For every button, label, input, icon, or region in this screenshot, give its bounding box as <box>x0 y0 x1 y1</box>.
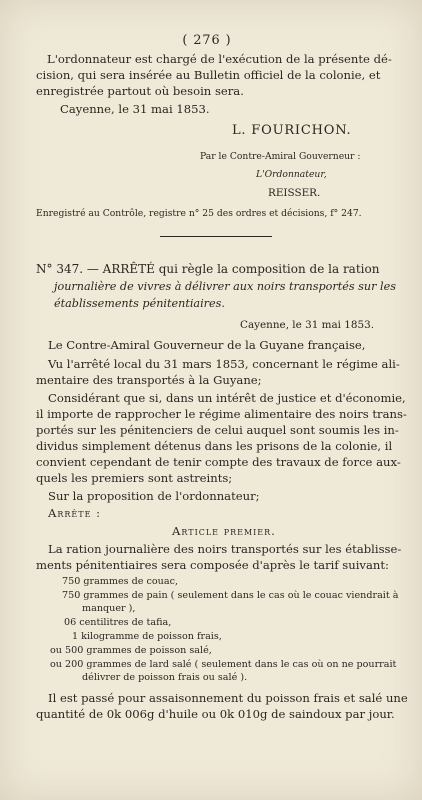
arrete-title-line-2: journalière de vivres à délivrer aux noirs transportés sur les <box>54 280 396 293</box>
considerant-line-4: dividus simplement détenus dans les prisons de la colonie, il <box>36 439 393 453</box>
closing-line-1: Il est passé pour assaisonnement du poisson frais et salé une <box>48 691 408 705</box>
countersign-name: REISSER. <box>268 187 321 199</box>
registration-line: Enregistré au Contrôle, registre n° 25 des ordres et décisions, f° 247. <box>36 208 362 219</box>
role-line: L'Ordonnateur, <box>256 169 327 180</box>
page-number: ( 276 ) <box>182 33 232 48</box>
proposition-line: Sur la proposition de l'ordonnateur; <box>48 489 260 503</box>
tariff-item: 06 centilitres de tafia, <box>64 617 172 628</box>
tariff-item: ou 200 grammes de lard salé ( seulement dans le cas où on ne pourrait <box>50 659 397 670</box>
arrete-date: Cayenne, le 31 mai 1853. <box>240 319 375 331</box>
tariff-item: manquer ), <box>82 603 136 614</box>
closing-line-2: quantité de 0k 006g d'huile ou 0k 010g de saindoux par jour. <box>36 707 395 721</box>
considerant-line-2: il importe de rapprocher le régime alimentaire des noirs trans- <box>36 407 407 421</box>
article-heading: Article premier. <box>172 524 276 538</box>
authority-line: Le Contre-Amiral Gouverneur de la Guyane française, <box>48 338 366 352</box>
vu-line-1: Vu l'arrêté local du 31 mars 1853, concernant le régime ali- <box>48 357 400 371</box>
section-divider <box>160 236 272 237</box>
tariff-item: ou 500 grammes de poisson salé, <box>50 645 212 656</box>
signatory-name: L. FOURICHON. <box>232 123 352 138</box>
intro-place-date: Cayenne, le 31 mai 1853. <box>60 102 210 116</box>
vu-line-2: mentaire des transportés à la Guyane; <box>36 373 262 387</box>
intro-line-2: cision, qui sera insérée au Bulletin officiel de la colonie, et <box>36 68 381 82</box>
intro-line-3: enregistrée partout où besoin sera. <box>36 84 244 98</box>
by-line: Par le Contre-Amiral Gouverneur : <box>200 151 361 162</box>
intro-line-1: L'ordonnateur est chargé de l'exécution de la présente dé- <box>47 52 392 66</box>
arrete-title-text-1: N° 347. — ARRÊTÉ qui règle la composition de la ration <box>36 262 380 276</box>
arrete-label: Arrête : <box>48 506 102 520</box>
article-line-2: ments pénitentiaires sera composée d'après le tarif suivant: <box>36 558 389 572</box>
tariff-item: délivrer de poisson frais ou salé ). <box>82 672 248 683</box>
tariff-item: 750 grammes de couac, <box>62 576 178 587</box>
tariff-item: 750 grammes de pain ( seulement dans le cas où le couac viendrait à <box>62 590 399 601</box>
arrete-title-line-3: établissements pénitentiaires. <box>54 297 225 310</box>
considerant-line-5: convient cependant de tenir compte des travaux de force aux- <box>36 455 401 469</box>
arrete-title-line-1 <box>36 262 379 277</box>
considerant-line-1: Considérant que si, dans un intérêt de justice et d'économie, <box>48 391 406 405</box>
considerant-line-3: portés sur les pénitenciers de celui auquel sont soumis les in- <box>36 423 399 437</box>
considerant-line-6: quels les premiers sont astreints; <box>36 471 233 485</box>
article-line-1: La ration journalière des noirs transportés sur les établisse- <box>48 542 402 556</box>
tariff-item: 1 kilogramme de poisson frais, <box>72 631 222 642</box>
